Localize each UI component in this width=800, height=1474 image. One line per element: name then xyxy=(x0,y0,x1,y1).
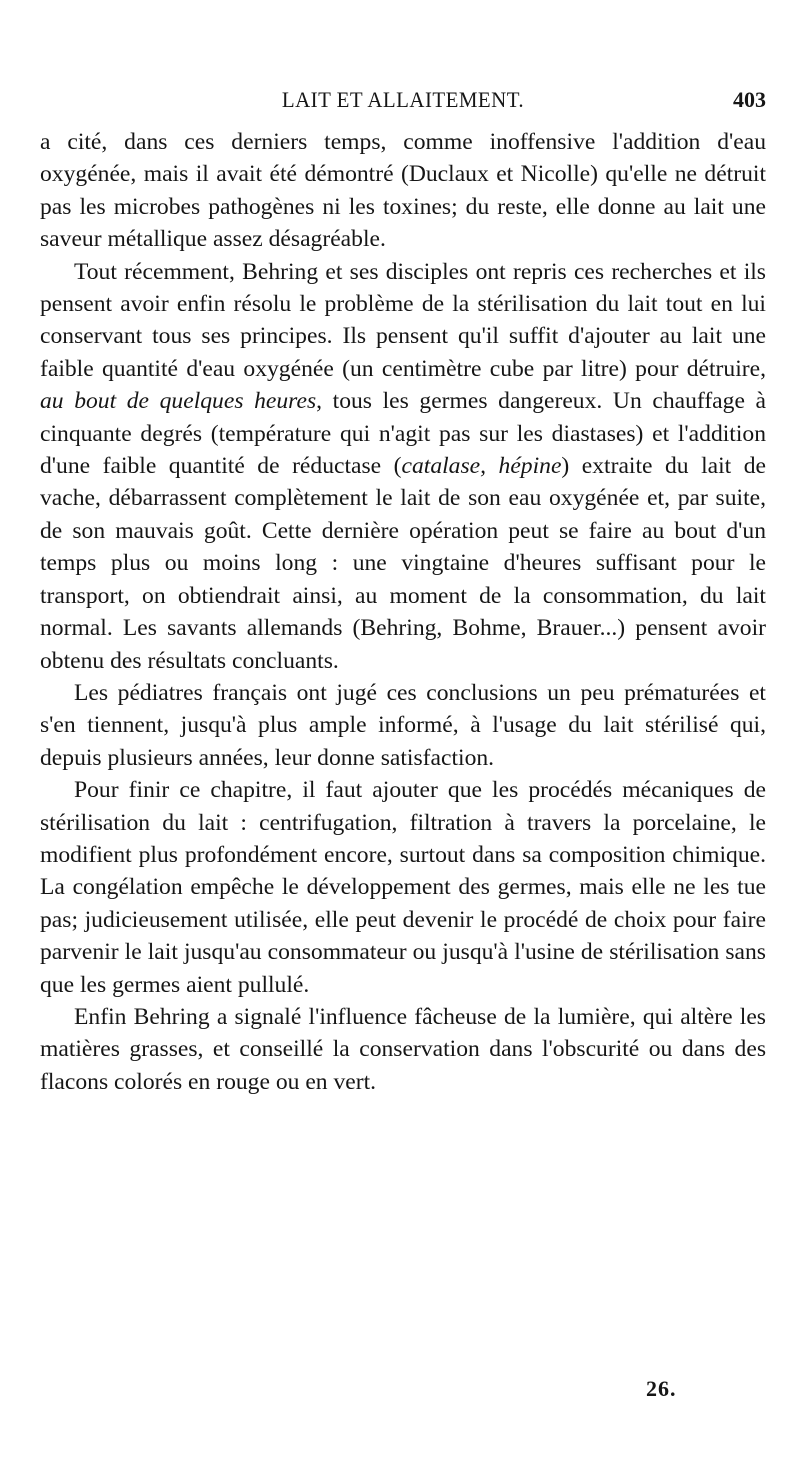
page-number: 403 xyxy=(733,87,766,112)
paragraph-4: Pour finir ce chapitre, il faut ajouter que les procédés mécaniques de stérilisation du lait : centrifugation, filtration à travers la porcelaine, le modifient plus profondément encore, surtout dans sa composition chimique. La congélation empêche le développement des germes, mais elle ne les tue pas; judicieusement utilisée, elle peut devenir le procédé de choix pour faire parvenir le lait jusqu'au consommateur ou jusqu'à l'usine de stérilisation sans que les germes aient pullulé. xyxy=(40,777,766,998)
signature-mark: 26. xyxy=(646,1376,677,1401)
paragraph-2-italic-1: au bout de quelques heures xyxy=(40,388,317,415)
body-text xyxy=(40,126,766,1098)
paragraph-2-italic-2: catalase, hépine xyxy=(401,453,562,480)
paragraph-2-part-c: ) extraite du lait de vache, débarrassent complètement le lait de son eau oxygénée et, par suite, de son mauvais goût. Cette dernière opération peut se faire au bout d'un temps plus ou moins long : une vingtaine d'heures suffisant pour le transport, on obtiendrait ainsi, au moment de la consommation, du lait normal. Les savants allemands (Behring, Bohme, Brauer...) pensent avoir obtenu des résultats concluants. xyxy=(40,453,766,674)
paragraph-2 xyxy=(40,256,766,677)
paragraph-1: a cité, dans ces derniers temps, comme inoffensive l'addition d'eau oxygénée, mais il avait été démontré (Duclaux et Nicolle) qu'elle ne détruit pas les microbes pathogènes ni les toxines; du reste, elle donne au lait une saveur métallique assez désagréable. xyxy=(40,129,766,253)
running-title: LAIT ET ALLAITEMENT. xyxy=(281,87,525,112)
paragraph-2-part-b: , tous les germes dangereux. Un chauffage à cinquante degrés (température qui n'agit pas sur les diastases) et l'addition d'une faible quantité de réductase ( xyxy=(40,388,767,480)
paragraph-2-part-a: Tout récemment, Behring et ses disciples ont repris ces recherches et ils pensent avoir enfin résolu le problème de la stérilisation du lait tout en lui conservant tous ses principes. Ils pensent qu'il suffit d'ajouter au lait une faible quantité d'eau oxygénée (un centimètre cube par litre) pour détruire, xyxy=(40,258,766,382)
page-header xyxy=(40,87,766,117)
paragraph-5: Enfin Behring a signalé l'influence fâcheuse de la lumière, qui altère les matières grasses, et conseillé la conservation dans l'obscurité ou dans des flacons colorés en rouge ou en vert. xyxy=(40,1003,766,1095)
paragraph-3: Les pédiatres français ont jugé ces conclusions un peu prématurées et s'en tiennent, jusqu'à plus ample informé, à l'usage du lait stérilisé qui, depuis plusieurs années, leur donne satisfaction. xyxy=(40,679,766,771)
